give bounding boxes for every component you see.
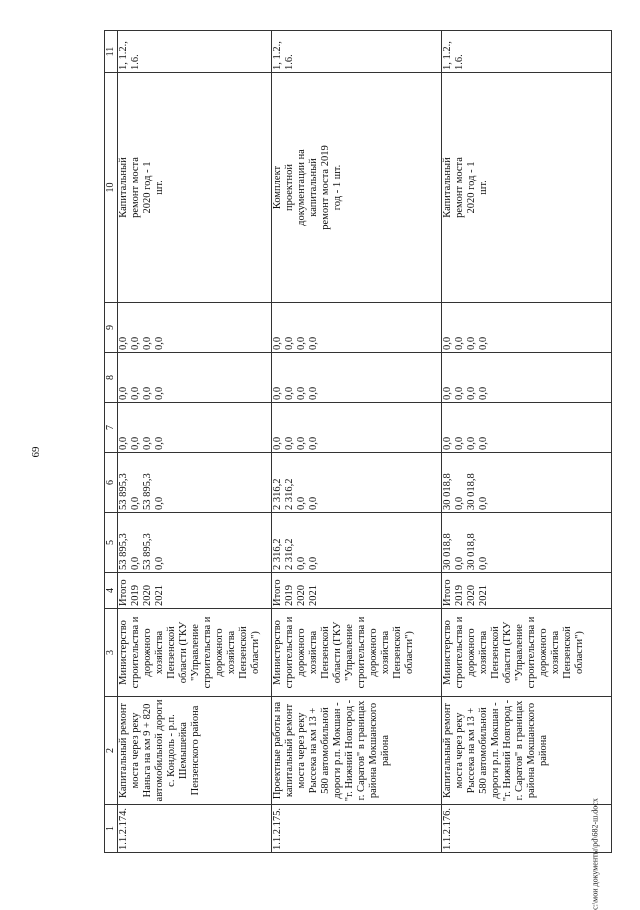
page-number: 69 <box>30 446 42 458</box>
col9-cell <box>271 303 441 353</box>
value: 0,0 <box>441 436 453 450</box>
year: Итого <box>271 579 283 606</box>
value: 0,0 <box>153 386 165 400</box>
value: 0,0 <box>441 336 453 350</box>
col-header: 5 <box>105 513 118 573</box>
executor: Министерство строительства и дорожного хозяйства Пензенской области (ГКУ "Управление строительства и дорожного хозяйства Пензенской области") <box>117 609 271 697</box>
value: 0,0 <box>307 336 319 350</box>
year: Итого <box>117 579 129 606</box>
col-header: 11 <box>105 31 118 73</box>
value: 0,0 <box>295 336 307 350</box>
value: 0,0 <box>307 556 319 570</box>
value: 0,0 <box>153 436 165 450</box>
col7-cell <box>117 403 271 453</box>
value: 0,0 <box>129 496 141 510</box>
year: 2019 <box>453 585 465 606</box>
row-id: 1.1.2.176. <box>441 805 611 853</box>
value: 30 018,8 <box>441 533 453 570</box>
col9-cell <box>117 303 271 353</box>
executor: Министерство строительства и дорожного хозяйства Пензенской области (ГКУ "Управление строительства и дорожного хозяйства Пензенской области") <box>441 609 611 697</box>
years-cell <box>441 573 611 609</box>
value: 2 316,2 <box>283 478 295 510</box>
measure-name: Капитальный ремонт моста через реку Рыссека на км 13 + 580 автомобильной дороги р.п. Мокшан - "г. Нижний Новгород - г. Саратов" в границах района Мокшанского района <box>441 697 611 805</box>
value: 0,0 <box>465 436 477 450</box>
table-row <box>271 31 441 853</box>
value: 0,0 <box>307 436 319 450</box>
header-row <box>105 31 118 853</box>
value: 0,0 <box>477 556 489 570</box>
table-row <box>441 31 611 853</box>
total-cell <box>441 513 611 573</box>
reference: 1, 1.2., 1.6. <box>441 31 611 73</box>
value: 30 018,8 <box>465 473 477 510</box>
value: 0,0 <box>271 386 283 400</box>
value: 0,0 <box>117 436 129 450</box>
value: 53 895,3 <box>117 473 129 510</box>
col-header: 8 <box>105 353 118 403</box>
executor: Министерство строительства и дорожного хозяйства Пензенской области (ГКУ "Управление строительства и дорожного хозяйства Пензенской области") <box>271 609 441 697</box>
value: 0,0 <box>283 386 295 400</box>
col9-cell <box>441 303 611 353</box>
col-header: 1 <box>105 805 118 853</box>
value: 0,0 <box>129 386 141 400</box>
col-header: 10 <box>105 73 118 303</box>
value: 0,0 <box>453 436 465 450</box>
value: 0,0 <box>295 436 307 450</box>
year: 2021 <box>307 585 319 606</box>
value: 0,0 <box>271 436 283 450</box>
value: 2 316,2 <box>271 538 283 570</box>
value: 0,0 <box>283 336 295 350</box>
result: Капитальный ремонт моста 2020 год - 1 шт. <box>117 73 271 303</box>
measure-name: Проектные работы на капитальный ремонт моста через реку Рыссека на км 13 + 580 автомобильной дороги р.п. Мокшан - "г. Нижний Новгород - г. Саратов" в границах района Мокшанского района <box>271 697 441 805</box>
col-header: 9 <box>105 303 118 353</box>
value: 30 018,8 <box>441 473 453 510</box>
year: 2020 <box>295 585 307 606</box>
value: 0,0 <box>441 386 453 400</box>
col6-cell <box>441 453 611 513</box>
value: 2 316,2 <box>283 538 295 570</box>
col7-cell <box>441 403 611 453</box>
reference: 1, 1.2., 1.6. <box>271 31 441 73</box>
value: 0,0 <box>153 556 165 570</box>
result: Капитальный ремонт моста 2020 год - 1 шт. <box>441 73 611 303</box>
year: 2019 <box>129 585 141 606</box>
value: 0,0 <box>295 556 307 570</box>
total-cell <box>271 513 441 573</box>
program-table <box>104 30 612 853</box>
value: 0,0 <box>477 496 489 510</box>
value: 2 316,2 <box>271 478 283 510</box>
value: 0,0 <box>271 336 283 350</box>
value: 0,0 <box>283 436 295 450</box>
col-header: 3 <box>105 609 118 697</box>
col8-cell <box>441 353 611 403</box>
value: 53 895,3 <box>141 533 153 570</box>
table-row <box>117 31 271 853</box>
value: 0,0 <box>477 386 489 400</box>
years-cell <box>271 573 441 609</box>
row-id: 1.1.2.174. <box>117 805 271 853</box>
col7-cell <box>271 403 441 453</box>
row-id: 1.1.2.175. <box>271 805 441 853</box>
value: 0,0 <box>453 556 465 570</box>
value: 53 895,3 <box>141 473 153 510</box>
total-cell <box>117 513 271 573</box>
years-cell <box>117 573 271 609</box>
value: 0,0 <box>465 386 477 400</box>
col-header: 6 <box>105 453 118 513</box>
col-header: 4 <box>105 573 118 609</box>
result: Комплект проектной документации на капитальный ремонт моста 2019 год - 1 шт. <box>271 73 441 303</box>
measure-name: Капитальный ремонт моста через реку Наньга на км 9 + 820 автомобильной дороги с. Кондоль - р.п. Шемышейка Пензенского района <box>117 697 271 805</box>
col-header: 2 <box>105 697 118 805</box>
year: Итого <box>441 579 453 606</box>
value: 0,0 <box>141 436 153 450</box>
rotated-table-container <box>104 31 614 853</box>
col8-cell <box>271 353 441 403</box>
value: 0,0 <box>465 336 477 350</box>
value: 0,0 <box>453 336 465 350</box>
year: 2020 <box>141 585 153 606</box>
footer-path: c:\мои документы\pd\682-ш.docx <box>590 798 600 910</box>
value: 0,0 <box>453 386 465 400</box>
value: 0,0 <box>153 336 165 350</box>
col6-cell <box>271 453 441 513</box>
value: 0,0 <box>129 556 141 570</box>
value: 0,0 <box>453 496 465 510</box>
value: 0,0 <box>129 336 141 350</box>
value: 0,0 <box>141 386 153 400</box>
value: 0,0 <box>129 436 141 450</box>
year: 2021 <box>477 585 489 606</box>
value: 0,0 <box>295 496 307 510</box>
col6-cell <box>117 453 271 513</box>
value: 0,0 <box>307 496 319 510</box>
value: 0,0 <box>477 436 489 450</box>
year: 2021 <box>153 585 165 606</box>
value: 0,0 <box>477 336 489 350</box>
col-header: 7 <box>105 403 118 453</box>
value: 0,0 <box>141 336 153 350</box>
value: 0,0 <box>295 386 307 400</box>
value: 53 895,3 <box>117 533 129 570</box>
value: 0,0 <box>117 336 129 350</box>
value: 30 018,8 <box>465 533 477 570</box>
value: 0,0 <box>307 386 319 400</box>
year: 2020 <box>465 585 477 606</box>
value: 0,0 <box>117 386 129 400</box>
value: 0,0 <box>153 496 165 510</box>
reference: 1, 1.2., 1.6. <box>117 31 271 73</box>
year: 2019 <box>283 585 295 606</box>
col8-cell <box>117 353 271 403</box>
